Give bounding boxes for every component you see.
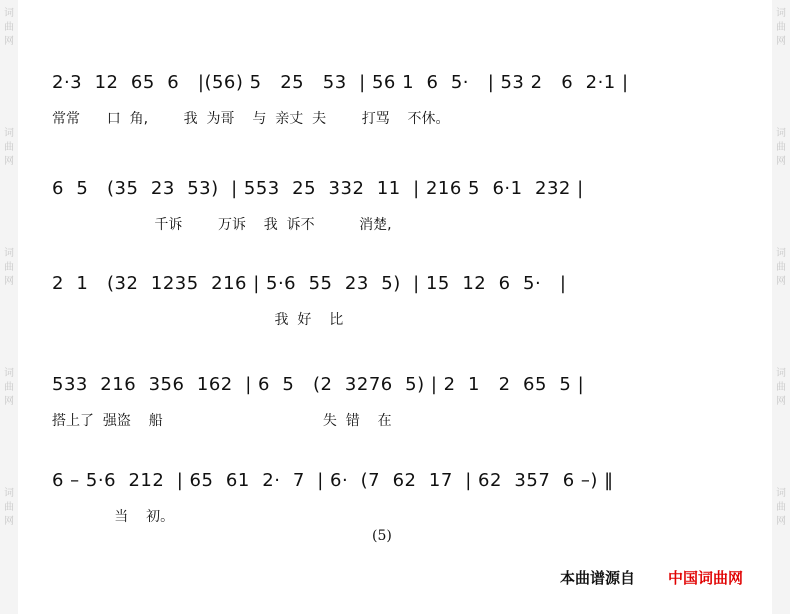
watermark-char: 网 — [776, 36, 786, 47]
notation-line: 2 1 (32 1235 216 | 5·6 55 23 5) | 15 12 6 5· | — [52, 273, 567, 294]
watermark-char: 词 — [4, 8, 14, 19]
notation-line: 533 216 356 162 | 6 5 (2 3276 5) | 2 1 2 65 5 | — [52, 374, 585, 395]
source-label: 本曲谱源自 — [560, 569, 636, 587]
lyrics-line: 我 好 比 — [52, 312, 344, 328]
lyrics-line: 搭上了 强盗 船 失 错 在 — [52, 413, 392, 429]
watermark-char: 网 — [4, 36, 14, 47]
watermark-char: 曲 — [776, 382, 786, 393]
watermark-char: 词 — [776, 368, 786, 379]
watermark-char: 曲 — [4, 262, 14, 273]
watermark-char: 词 — [4, 128, 14, 139]
watermark-char: 词 — [776, 128, 786, 139]
watermark-char: 词 — [776, 8, 786, 19]
watermark-char: 曲 — [4, 502, 14, 513]
left-watermark-strip — [0, 0, 18, 614]
watermark-char: 曲 — [776, 502, 786, 513]
lyrics-line: 当 初。 — [52, 509, 175, 525]
watermark-char: 曲 — [776, 142, 786, 153]
watermark-char: 词 — [776, 488, 786, 499]
watermark-char: 曲 — [4, 382, 14, 393]
watermark-char: 词 — [4, 248, 14, 259]
notation-line: 6 – 5·6 212 | 65 61 2· 7 | 6· (7 62 17 | 62 357 6 –) ‖ — [52, 470, 614, 491]
source-site-name[interactable]: 中国词曲网 — [668, 569, 744, 587]
watermark-char: 词 — [776, 248, 786, 259]
watermark-char: 词 — [4, 368, 14, 379]
watermark-char: 曲 — [776, 22, 786, 33]
lyrics-line: 常常 口 角, 我 为哥 与 亲丈 夫 打骂 不休。 — [52, 111, 450, 127]
watermark-char: 网 — [776, 516, 786, 527]
watermark-char: 网 — [776, 396, 786, 407]
watermark-char: 曲 — [4, 142, 14, 153]
watermark-char: 网 — [776, 276, 786, 287]
watermark-char: 网 — [4, 156, 14, 167]
watermark-char: 网 — [4, 396, 14, 407]
right-watermark-strip — [772, 0, 790, 614]
lyrics-line: 千诉 万诉 我 诉不 消楚, — [52, 217, 392, 233]
page-number: (5) — [372, 528, 392, 544]
watermark-char: 曲 — [776, 262, 786, 273]
notation-line: 2·3 12 65 6 |(56) 5 25 53 | 56 1 6 5· | 53 2 6 2·1 | — [52, 72, 629, 93]
watermark-char: 曲 — [4, 22, 14, 33]
watermark-char: 词 — [4, 488, 14, 499]
watermark-char: 网 — [4, 516, 14, 527]
watermark-char: 网 — [776, 156, 786, 167]
watermark-char: 网 — [4, 276, 14, 287]
notation-line: 6 5 (35 23 53) | 553 25 332 11 | 216 5 6·1 232 | — [52, 178, 584, 199]
